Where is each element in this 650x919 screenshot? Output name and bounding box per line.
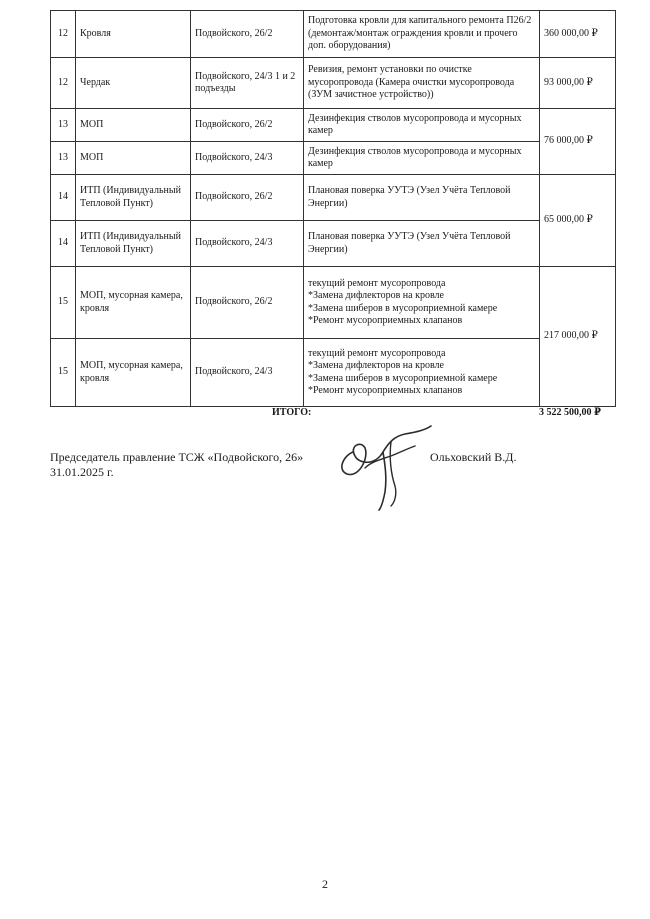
work-line: Плановая поверка УУТЭ (Узел Учёта Тепловой Энергии): [308, 185, 511, 209]
work-line: Дезинфекция стволов мусоропровода и мусорных камер: [308, 145, 522, 169]
table-row: [51, 58, 616, 109]
work-line: *Ремонт мусороприемных клапанов: [308, 315, 463, 326]
work-line: Плановая поверка УУТЭ (Узел Учёта Тепловой Энергии): [308, 231, 511, 255]
table-row: [51, 221, 616, 267]
row-work: [304, 109, 540, 142]
row-work: [304, 339, 540, 407]
row-object: МОП, мусорная камера, кровля: [76, 339, 191, 407]
row-number: 15: [51, 267, 76, 339]
work-line: текущий ремонт мусоропровода: [308, 277, 446, 289]
total-value: 3 522 500,00 ₽: [539, 407, 601, 418]
row-cost: 65 000,00 ₽: [540, 175, 616, 267]
row-work: [304, 58, 540, 109]
row-object: МОП: [76, 142, 191, 175]
table-row: [51, 267, 616, 339]
work-line: *Ремонт мусороприемных клапанов: [308, 385, 463, 396]
row-object: МОП, мусорная камера, кровля: [76, 267, 191, 339]
row-object: ИТП (Индивидуальный Тепловой Пункт): [76, 175, 191, 221]
document-date: 31.01.2025 г.: [50, 465, 114, 479]
row-object: Кровля: [76, 11, 191, 58]
row-work: [304, 221, 540, 267]
page-number: 2: [322, 877, 328, 891]
row-number: 13: [51, 109, 76, 142]
work-line: *Замена дифлекторов на кровле: [308, 290, 444, 301]
table-row: [51, 142, 616, 175]
row-work: [304, 142, 540, 175]
row-number: 12: [51, 58, 76, 109]
row-object: МОП: [76, 109, 191, 142]
total-label: ИТОГО:: [272, 407, 312, 418]
chair-name: Ольховский В.Д.: [430, 450, 517, 464]
row-address: Подвойского, 26/2: [191, 11, 304, 58]
row-address: Подвойского, 24/3: [191, 221, 304, 267]
row-address: Подвойского, 26/2: [191, 267, 304, 339]
work-line: Подготовка кровли для капитального ремонта П26/2 (демонтаж/монтаж ограждения кровли и прочего доп. оборудования): [308, 15, 532, 52]
row-number: 13: [51, 142, 76, 175]
row-cost: 360 000,00 ₽: [540, 11, 616, 58]
row-number: 14: [51, 221, 76, 267]
row-address: Подвойского, 24/3 1 и 2 подъезды: [191, 58, 304, 109]
table-row: [51, 339, 616, 407]
row-work: [304, 267, 540, 339]
row-cost: 76 000,00 ₽: [540, 109, 616, 175]
row-number: 15: [51, 339, 76, 407]
row-work: [304, 11, 540, 58]
row-address: Подвойского, 24/3: [191, 142, 304, 175]
row-work: [304, 175, 540, 221]
work-line: *Замена дифлекторов на кровле: [308, 360, 444, 371]
row-cost: 217 000,00 ₽: [540, 267, 616, 407]
chair-title: Председатель правление ТСЖ «Подвойского, 26»: [50, 450, 304, 464]
table-row: [51, 11, 616, 58]
work-line: текущий ремонт мусоропровода: [308, 347, 446, 359]
row-cost: 93 000,00 ₽: [540, 58, 616, 109]
row-number: 12: [51, 11, 76, 58]
row-object: ИТП (Индивидуальный Тепловой Пункт): [76, 221, 191, 267]
works-table: [50, 10, 616, 407]
handwritten-signature: [325, 412, 435, 512]
row-object: Чердак: [76, 58, 191, 109]
work-line: *Замена шиберов в мусороприемной камере: [308, 372, 498, 384]
row-address: Подвойского, 24/3: [191, 339, 304, 407]
table-row: [51, 175, 616, 221]
row-address: Подвойского, 26/2: [191, 109, 304, 142]
work-line: Дезинфекция стволов мусоропровода и мусорных камер: [308, 112, 522, 136]
work-line: Ревизия, ремонт установки по очистке мусоропровода (Камера очистки мусоропровода (ЗУМ зачистное устройство)): [308, 64, 515, 101]
row-address: Подвойского, 26/2: [191, 175, 304, 221]
row-number: 14: [51, 175, 76, 221]
table-row: [51, 109, 616, 142]
work-line: *Замена шиберов в мусороприемной камере: [308, 302, 498, 314]
